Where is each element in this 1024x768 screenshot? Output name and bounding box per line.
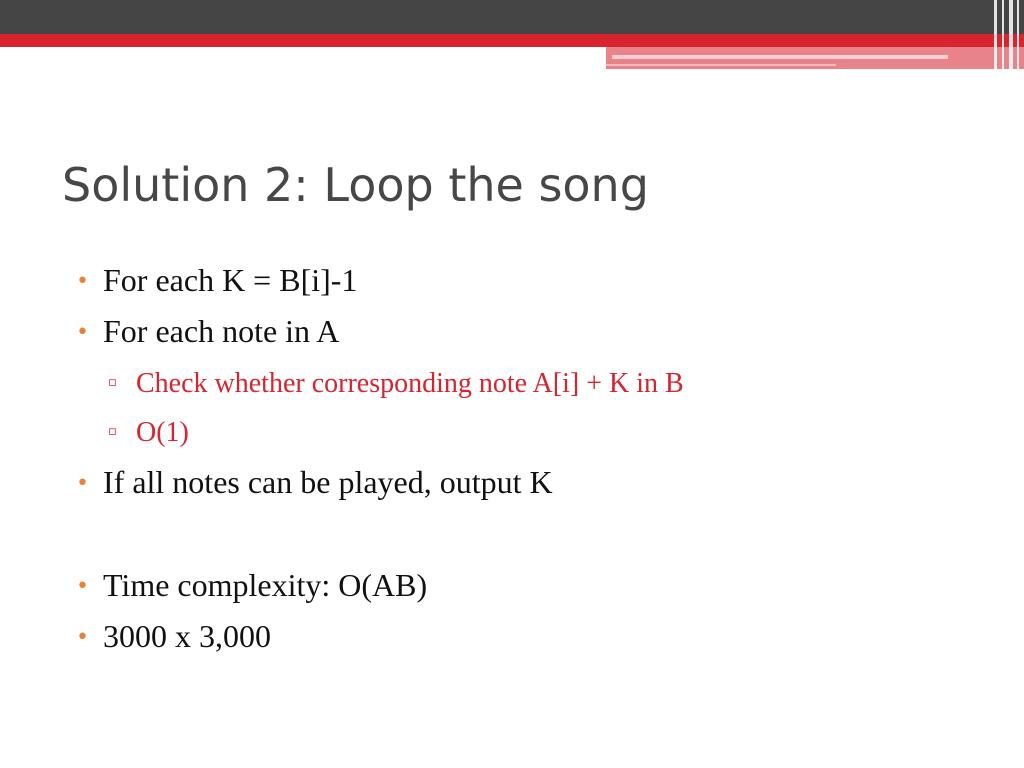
bullet-dot-icon: • xyxy=(76,269,89,294)
bullet-dot-icon: • xyxy=(76,574,89,599)
square-bullet-icon: ▫ xyxy=(108,424,117,439)
bullet-item xyxy=(76,464,553,501)
sub-bullet-item xyxy=(108,368,684,400)
bullet-text: If all notes can be played, output K xyxy=(103,464,553,500)
bullet-text: For each K = B[i]-1 xyxy=(103,262,358,298)
bullet-item xyxy=(76,567,427,604)
bullet-text: 3000 x 3,000 xyxy=(103,618,271,654)
bullet-item xyxy=(76,313,339,350)
sub-bullet-text: Check whether corresponding note A[i] + K in B xyxy=(136,368,684,399)
bullet-item xyxy=(76,618,271,655)
bullet-dot-icon: • xyxy=(76,625,89,650)
sub-bullet-item xyxy=(108,417,189,449)
bullet-dot-icon: • xyxy=(76,320,89,345)
bullet-item xyxy=(76,262,357,299)
square-bullet-icon: ▫ xyxy=(108,375,117,390)
bullet-dot-icon: • xyxy=(76,471,89,496)
slide-title: Solution 2: Loop the song xyxy=(62,158,649,212)
sub-bullet-text: O(1) xyxy=(136,417,189,448)
bullet-text: For each note in A xyxy=(103,313,340,349)
bullet-text: Time complexity: O(AB) xyxy=(103,567,428,603)
